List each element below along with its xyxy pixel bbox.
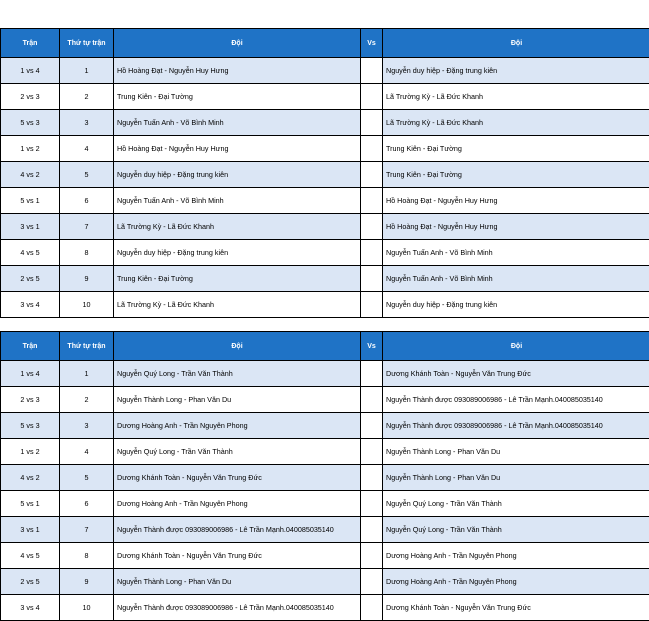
match-cell: 3 vs 4 [1,292,60,318]
vs-cell [361,162,383,188]
order-cell: 7 [60,517,114,543]
match-cell: 1 vs 2 [1,136,60,162]
team2-cell: Dương Khánh Toàn - Nguyễn Văn Trung Đức [383,361,649,387]
vs-cell [361,240,383,266]
match-cell: 4 vs 5 [1,543,60,569]
vs-cell [361,569,383,595]
team1-cell: Nguyễn duy hiệp - Đặng trung kiên [114,240,361,266]
table-header-row [1,332,649,361]
team2-cell: Nguyễn Thành được 093089006986 - Lê Trần Mạnh.040085035140 [383,387,649,413]
team2-cell: Nguyễn Thành được 093089006986 - Lê Trần Mạnh.040085035140 [383,413,649,439]
vs-cell [361,361,383,387]
team2-cell: Lã Trường Kỳ - Lã Đức Khanh [383,110,649,136]
table-row [1,569,649,595]
team2-cell: Nguyễn Quý Long - Trần Văn Thành [383,491,649,517]
team2-cell: Lã Trường Kỳ - Lã Đức Khanh [383,84,649,110]
match-cell: 1 vs 2 [1,439,60,465]
vs-cell [361,266,383,292]
header-team2: Đội [383,332,649,361]
vs-cell [361,214,383,240]
team2-cell: Nguyễn Quý Long - Trần Văn Thành [383,517,649,543]
header-vs: Vs [361,332,383,361]
team2-cell: Dương Khánh Toàn - Nguyễn Văn Trung Đức [383,595,649,621]
team1-cell: Trung Kiên - Đại Tường [114,84,361,110]
team1-cell: Dương Khánh Toàn - Nguyễn Văn Trung Đức [114,465,361,491]
table-body [1,58,649,318]
team2-cell: Nguyễn Tuấn Anh - Võ Bình Minh [383,240,649,266]
order-cell: 6 [60,491,114,517]
match-cell: 5 vs 1 [1,491,60,517]
table-row [1,439,649,465]
match-cell: 5 vs 3 [1,413,60,439]
vs-cell [361,292,383,318]
match-cell: 2 vs 3 [1,84,60,110]
vs-cell [361,543,383,569]
table-row [1,387,649,413]
match-cell: 3 vs 4 [1,595,60,621]
order-cell: 3 [60,413,114,439]
team1-cell: Nguyễn Tuấn Anh - Võ Bình Minh [114,110,361,136]
team1-cell: Dương Hoàng Anh - Trần Nguyên Phong [114,491,361,517]
team1-cell: Hồ Hoàng Đạt - Nguyễn Huy Hưng [114,58,361,84]
table-row [1,84,649,110]
team1-cell: Nguyễn Quý Long - Trần Văn Thành [114,439,361,465]
header-match: Trận [1,332,60,361]
table-row [1,136,649,162]
team1-cell: Nguyễn Thành Long - Phan Văn Du [114,387,361,413]
order-cell: 1 [60,361,114,387]
team2-cell: Nguyễn duy hiệp - Đặng trung kiên [383,58,649,84]
team2-cell: Nguyễn Thành Long - Phan Văn Du [383,465,649,491]
table-row [1,491,649,517]
team2-cell: Trung Kiên - Đại Tường [383,162,649,188]
match-cell: 5 vs 1 [1,188,60,214]
order-cell: 9 [60,569,114,595]
match-cell: 5 vs 3 [1,110,60,136]
match-cell: 3 vs 1 [1,214,60,240]
team1-cell: Nguyễn Thành Long - Phan Văn Du [114,569,361,595]
order-cell: 3 [60,110,114,136]
table-row [1,292,649,318]
team1-cell: Nguyễn Quý Long - Trần Văn Thành [114,361,361,387]
team2-cell: Nguyễn Tuấn Anh - Võ Bình Minh [383,266,649,292]
match-cell: 2 vs 3 [1,387,60,413]
team1-cell: Dương Khánh Toàn - Nguyễn Văn Trung Đức [114,543,361,569]
order-cell: 1 [60,58,114,84]
order-cell: 5 [60,465,114,491]
team1-cell: Lã Trường Kỳ - Lã Đức Khanh [114,292,361,318]
table-row [1,543,649,569]
schedule-table-1 [0,28,649,318]
vs-cell [361,517,383,543]
table-row [1,58,649,84]
table-row [1,188,649,214]
table-row [1,266,649,292]
vs-cell [361,136,383,162]
table-row [1,162,649,188]
order-cell: 4 [60,136,114,162]
order-cell: 2 [60,84,114,110]
header-match: Trận [1,29,60,58]
table-header-row [1,29,649,58]
table-row [1,110,649,136]
order-cell: 4 [60,439,114,465]
vs-cell [361,58,383,84]
vs-cell [361,188,383,214]
team2-cell: Hồ Hoàng Đạt - Nguyễn Huy Hưng [383,188,649,214]
order-cell: 10 [60,292,114,318]
table-row [1,517,649,543]
order-cell: 8 [60,240,114,266]
table-row [1,595,649,621]
order-cell: 10 [60,595,114,621]
order-cell: 2 [60,387,114,413]
match-cell: 2 vs 5 [1,569,60,595]
match-cell: 2 vs 5 [1,266,60,292]
header-team2: Đội [383,29,649,58]
team1-cell: Nguyễn Tuấn Anh - Võ Bình Minh [114,188,361,214]
team1-cell: Hồ Hoàng Đạt - Nguyễn Huy Hưng [114,136,361,162]
table-row [1,214,649,240]
team2-cell: Dương Hoàng Anh - Trần Nguyên Phong [383,543,649,569]
vs-cell [361,491,383,517]
team1-cell: Nguyễn Thành được 093089006986 - Lê Trần Mạnh.040085035140 [114,595,361,621]
vs-cell [361,413,383,439]
order-cell: 9 [60,266,114,292]
header-order: Thứ tự trận [60,332,114,361]
table-row [1,361,649,387]
team1-cell: Trung Kiên - Đại Tường [114,266,361,292]
team2-cell: Nguyễn duy hiệp - Đặng trung kiên [383,292,649,318]
vs-cell [361,595,383,621]
order-cell: 8 [60,543,114,569]
table-row [1,465,649,491]
order-cell: 6 [60,188,114,214]
match-cell: 4 vs 2 [1,162,60,188]
team2-cell: Trung Kiên - Đại Tường [383,136,649,162]
schedule-table-2 [0,331,649,621]
table-row [1,413,649,439]
order-cell: 5 [60,162,114,188]
header-team1: Đội [114,29,361,58]
team2-cell: Dương Hoàng Anh - Trần Nguyên Phong [383,569,649,595]
team1-cell: Lã Trường Kỳ - Lã Đức Khanh [114,214,361,240]
match-cell: 4 vs 2 [1,465,60,491]
team1-cell: Dương Hoàng Anh - Trần Nguyên Phong [114,413,361,439]
header-vs: Vs [361,29,383,58]
header-order: Thứ tự trận [60,29,114,58]
vs-cell [361,110,383,136]
table-row [1,240,649,266]
order-cell: 7 [60,214,114,240]
vs-cell [361,387,383,413]
vs-cell [361,465,383,491]
table-body [1,361,649,621]
header-team1: Đội [114,332,361,361]
match-cell: 1 vs 4 [1,58,60,84]
team1-cell: Nguyễn Thành được 093089006986 - Lê Trần Mạnh.040085035140 [114,517,361,543]
vs-cell [361,439,383,465]
match-cell: 1 vs 4 [1,361,60,387]
match-cell: 3 vs 1 [1,517,60,543]
team1-cell: Nguyễn duy hiệp - Đặng trung kiên [114,162,361,188]
match-cell: 4 vs 5 [1,240,60,266]
team2-cell: Nguyễn Thành Long - Phan Văn Du [383,439,649,465]
team2-cell: Hồ Hoàng Đạt - Nguyễn Huy Hưng [383,214,649,240]
vs-cell [361,84,383,110]
